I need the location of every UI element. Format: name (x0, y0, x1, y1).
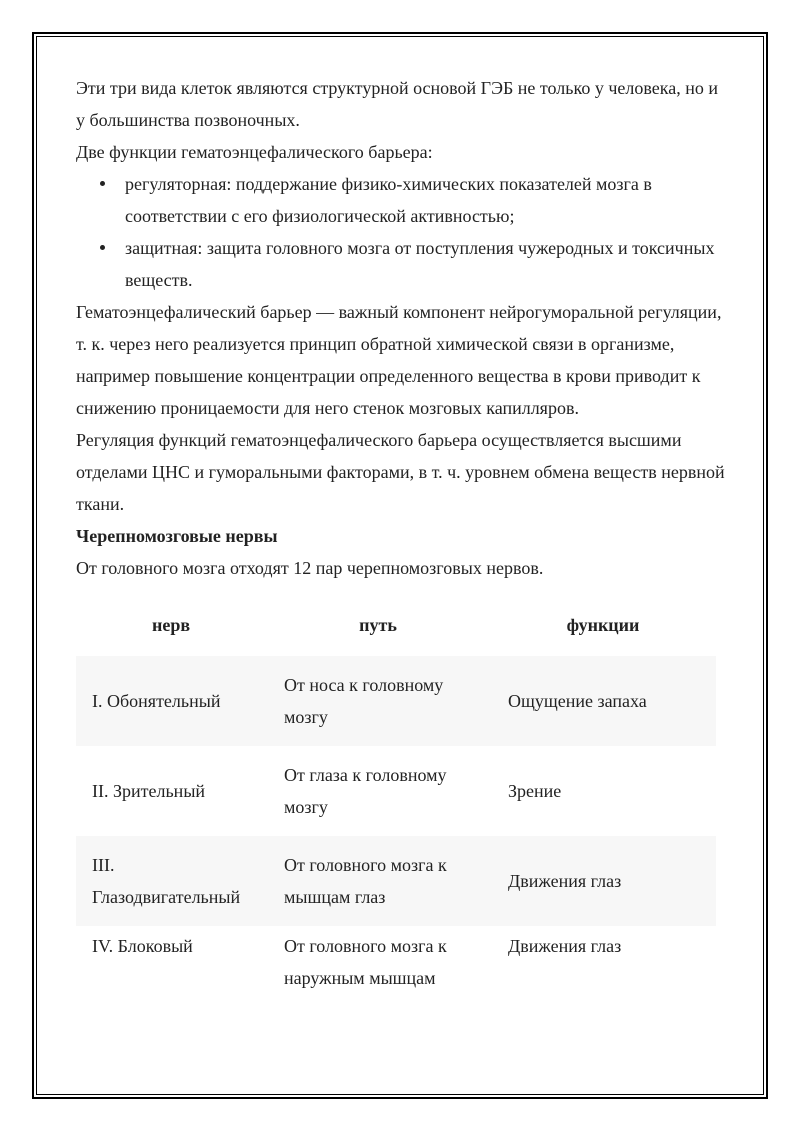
table-row (76, 656, 716, 746)
table-row (76, 926, 716, 1015)
table-cell-function: Движения глаз (508, 936, 622, 956)
table-cell-nerve: I. Обонятельный (76, 656, 266, 746)
table-row (76, 836, 716, 926)
column-header-nerve: нерв (151, 615, 191, 635)
table-row (76, 746, 716, 836)
table-cell-function: Зрение (508, 781, 562, 801)
paragraph-barrier-functions-intro: Две функции гематоэнцефалического барьера: (76, 142, 433, 162)
list-item (76, 168, 726, 232)
document-body (76, 72, 726, 1015)
paragraph-geb-structure: Эти три вида клеток являются структурной основой ГЭБ не только у человека, но и у большинства позвоночных. (76, 78, 718, 130)
bullet-icon (100, 181, 105, 186)
table-cell-nerve: II. Зрительный (92, 781, 206, 801)
table-cell-nerve: III. Глазодвигательный (76, 836, 266, 926)
table-cell-path: От глаза к головному мозгу (284, 765, 447, 817)
table-cell-function: Ощущение запаха (490, 656, 716, 746)
table-cell-path: От носа к головному мозгу (266, 656, 490, 746)
paragraph-neurohumoral-regulation: Гематоэнцефалический барьер — важный компонент нейрогуморальной регуляции, т. к. через него реализуется принцип обратной химической связи в организме, например повышение концентрации определенного вещества в крови приводит к снижению проницаемости для него стенок мозговых капилляров. (76, 302, 722, 418)
table-cell-function: Движения глаз (490, 836, 716, 926)
section-heading: Черепномозговые нервы (76, 526, 278, 546)
barrier-functions-list (76, 168, 726, 296)
list-item-text: регуляторная: поддержание физико-химических показателей мозга в соответствии с его физиологической активностью; (125, 174, 652, 226)
list-item-text: защитная: защита головного мозга от поступления чужеродных и токсичных веществ. (125, 238, 715, 290)
paragraph-barrier-regulation: Регуляция функций гематоэнцефалического барьера осуществляется высшими отделами ЦНС и гуморальными факторами, в т. ч. уровнем обмена веществ нервной ткани. (76, 430, 725, 514)
table-header-row (76, 594, 716, 656)
column-header-path: путь (359, 615, 397, 635)
table-cell-path: От головного мозга к наружным мышцам (284, 936, 447, 988)
bullet-icon (100, 245, 105, 250)
list-item (76, 232, 726, 296)
column-header-functions: функции (566, 615, 640, 635)
paragraph-cranial-nerves-count: От головного мозга отходят 12 пар черепномозговых нервов. (76, 558, 544, 578)
table-cell-path: От головного мозга к мышцам глаз (266, 836, 490, 926)
cranial-nerves-table (76, 594, 716, 1015)
table-cell-nerve: IV. Блоковый (92, 936, 193, 956)
